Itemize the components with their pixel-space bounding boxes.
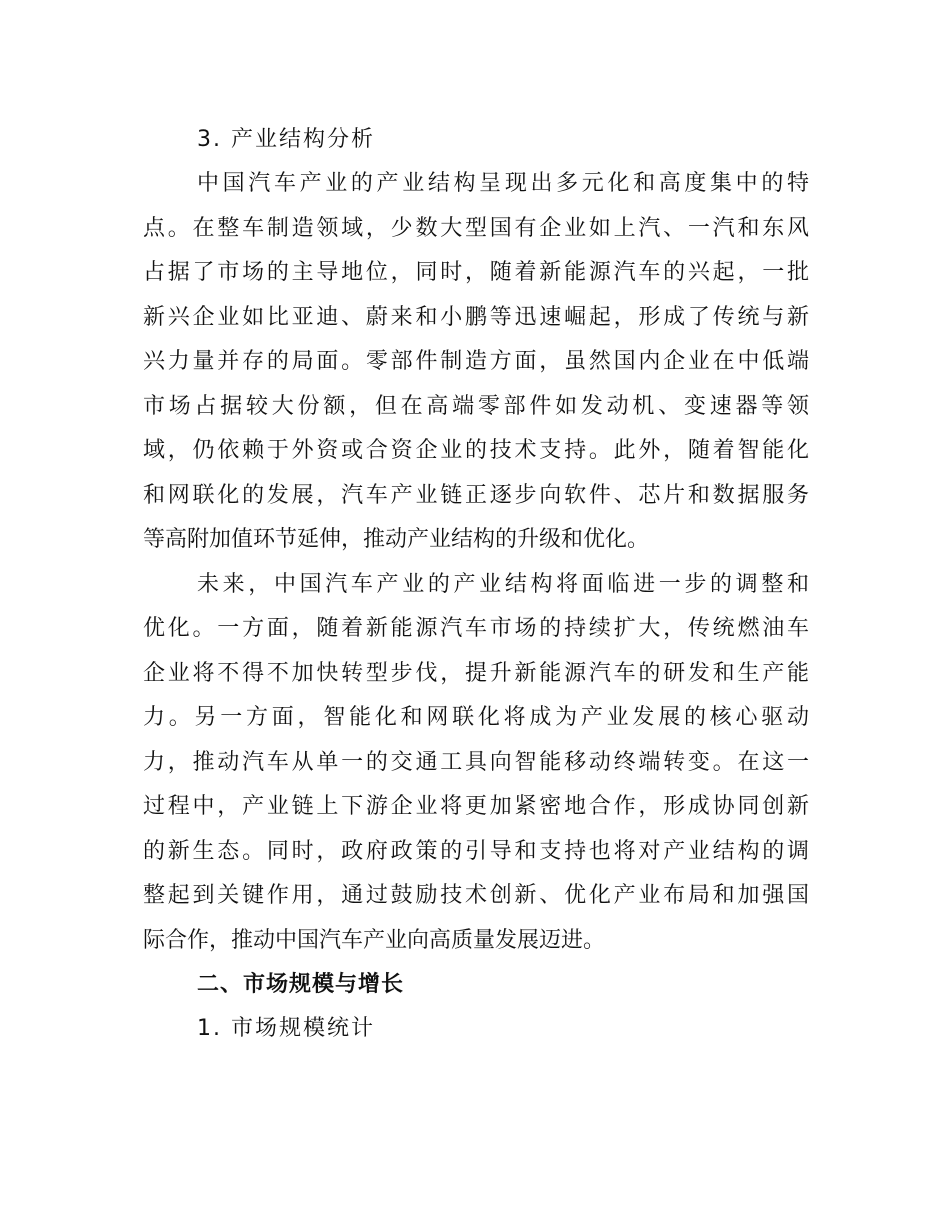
paragraph-line: 占据了市场的主导地位，同时，随着新能源汽车的兴起，一批 — [143, 260, 809, 285]
paragraph-line: 未来，中国汽车产业的产业结构将面临进一步的调整和 — [197, 571, 809, 597]
section-heading-industry-structure: 3. 产业结构分析 — [197, 127, 375, 152]
paragraph-line: 兴力量并存的局面。零部件制造方面，虽然国内企业在中低端 — [143, 349, 809, 374]
paragraph-line: 过程中，产业链上下游企业将更加紧密地合作，形成协同创新 — [143, 794, 809, 819]
subsection-heading-market-statistics: 1. 市场规模统计 — [197, 1016, 375, 1041]
paragraph-line: 等高附加值环节延伸，推动产业结构的升级和优化。 — [143, 527, 650, 552]
paragraph-future-outlook — [143, 563, 809, 964]
paragraph-line: 力。另一方面，智能化和网联化将成为产业发展的核心驱动 — [143, 705, 809, 730]
paragraph-line: 市场占据较大份额，但在高端零部件如发动机、变速器等领 — [143, 393, 809, 419]
paragraph-line: 力，推动汽车从单一的交通工具向智能移动终端转变。在这一 — [143, 749, 809, 775]
paragraph-line: 域，仍依赖于外资或合资企业的技术支持。此外，随着智能化 — [143, 438, 809, 463]
paragraph-line: 新兴企业如比亚迪、蔚来和小鹏等迅速崛起，形成了传统与新 — [143, 304, 809, 330]
paragraph-line: 中国汽车产业的产业结构呈现出多元化和高度集中的特 — [197, 171, 809, 196]
paragraph-industry-structure — [143, 162, 809, 563]
paragraph-line: 点。在整车制造领域，少数大型国有企业如上汽、一汽和东风 — [143, 215, 809, 241]
paragraph-line: 企业将不得不加快转型步伐，提升新能源汽车的研发和生产能 — [143, 660, 809, 686]
paragraph-line: 际合作，推动中国汽车产业向高质量发展迈进。 — [143, 927, 606, 953]
paragraph-line: 优化。一方面，随着新能源汽车市场的持续扩大，传统燃油车 — [143, 616, 809, 641]
paragraph-line: 整起到关键作用，通过鼓励技术创新、优化产业布局和加强国 — [143, 883, 809, 908]
paragraph-line: 的新生态。同时，政府政策的引导和支持也将对产业结构的调 — [143, 838, 809, 864]
paragraph-line: 和网联化的发展，汽车产业链正逐步向软件、芯片和数据服务 — [143, 482, 809, 508]
document-body — [143, 118, 809, 1051]
section-heading-market-size: 二、市场规模与增长 — [197, 972, 405, 997]
